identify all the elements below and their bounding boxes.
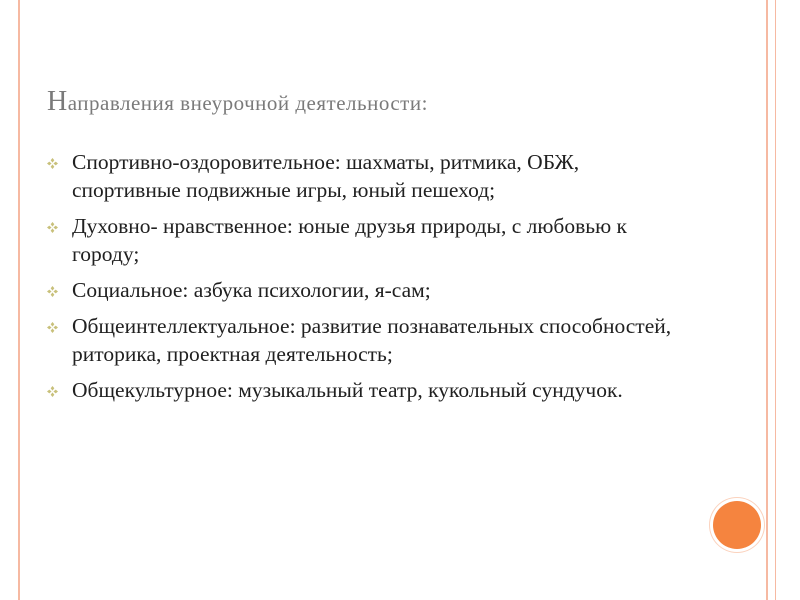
frame-border-right-inner — [766, 0, 768, 600]
list-item — [45, 312, 685, 368]
list-item — [45, 148, 685, 204]
list-item-text: Социальное: азбука психологии, я-сам; — [72, 278, 431, 302]
four-diamond-bullet-icon — [47, 322, 58, 333]
four-diamond-bullet-icon — [47, 158, 58, 169]
list-item — [45, 212, 685, 268]
list-item-text: Духовно- нравственное: юные друзья природы, с любовью к городу; — [72, 214, 627, 266]
list-item-text: Спортивно-оздоровительное: шахматы, ритмика, ОБЖ, спортивные подвижные игры, юный пешеход; — [72, 150, 580, 202]
list-item — [45, 376, 685, 404]
slide-title — [47, 86, 747, 118]
list-item — [45, 276, 685, 304]
four-diamond-bullet-icon — [47, 386, 58, 397]
list-item-text: Общеинтеллектуальное: развитие познавательных способностей, риторика, проектная деятельность; — [72, 314, 672, 366]
frame-border-left — [18, 0, 20, 600]
orange-circle-icon — [713, 501, 761, 549]
four-diamond-bullet-icon — [47, 222, 58, 233]
four-diamond-bullet-icon — [47, 286, 58, 297]
title-first-letter: Н — [47, 86, 68, 117]
right-margin-strip — [776, 0, 800, 600]
list-item-text: Общекультурное: музыкальный театр, кукольный сундучок. — [72, 378, 623, 402]
bullet-list — [45, 148, 685, 412]
title-text: аправления внеурочной деятельности: — [67, 91, 428, 115]
